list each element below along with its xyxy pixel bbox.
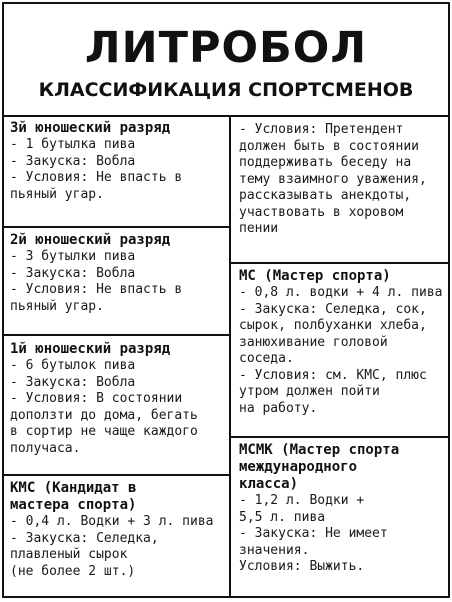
rank-line: Условия: Выжить.	[239, 559, 365, 574]
section-divider	[4, 474, 229, 476]
rank-line: тему взаимного уважения,	[239, 171, 427, 187]
rank-line: 5,5 л. пива	[239, 509, 326, 525]
page-title: ЛИТРОБОЛ	[84, 23, 368, 73]
rank-line: получаса.	[10, 440, 81, 456]
section-divider	[4, 226, 229, 228]
rank-line: в сортир не чаще каждого	[10, 424, 198, 439]
rank-line: плавленый сырок	[10, 547, 128, 562]
rank-line: занюхивание головой	[239, 334, 388, 350]
rank-msmk	[233, 442, 448, 576]
rank-title: международного	[239, 459, 358, 475]
rank-3-junior	[4, 120, 229, 203]
rank-line: сырок, полбуханки хлеба,	[239, 318, 427, 333]
rank-line: - Условия: Претендент	[239, 122, 404, 137]
rank-title: 2й юношеский разряд	[10, 232, 171, 248]
rank-line: - Условия: В состоянии	[10, 391, 183, 406]
rank-line: - 3 бутылки пива	[10, 249, 136, 264]
rank-line: - 0,8 л. водки + 4 л. пива	[239, 285, 443, 300]
section-divider	[4, 334, 229, 336]
rank-line: - 6 бутылок пива	[10, 358, 136, 373]
rank-line: - Закуска: Селедка,	[10, 530, 159, 546]
kms-conditions	[233, 122, 448, 238]
rank-title: МС (Мастер спорта)	[239, 268, 391, 284]
rank-line: на работу.	[239, 400, 318, 416]
rank-line: участвовать в хоровом	[239, 204, 404, 220]
rank-title: МСМК (Мастер спорта	[239, 442, 400, 458]
rank-2-junior	[4, 232, 229, 315]
section-divider	[231, 262, 448, 264]
poster	[2, 2, 450, 598]
rank-line: - Закуска: Вобла	[10, 265, 136, 281]
rank-line: доползти до дома, бегать	[10, 407, 198, 423]
rank-kms	[4, 480, 229, 580]
rank-1-junior	[4, 341, 229, 457]
section-divider	[231, 436, 448, 438]
rank-line: должен быть в состоянии	[239, 138, 420, 154]
rank-line: (не более 2 шт.)	[10, 563, 136, 579]
rank-line: соседа.	[239, 351, 294, 366]
rank-line: - Условия: Не впасть в	[10, 170, 183, 185]
column-divider	[229, 117, 231, 598]
header	[4, 4, 448, 117]
rank-line: - Условия: Не впасть в	[10, 282, 183, 297]
rank-ms	[233, 268, 448, 417]
rank-line: - 1,2 л. Водки +	[239, 493, 365, 508]
rank-title: мастера спорта)	[10, 497, 137, 513]
rank-line: пьяный угар.	[10, 186, 104, 202]
rank-line: - 1 бутылка пива	[10, 137, 136, 152]
rank-line: - 0,4 л. Водки + 3 л. пива	[10, 514, 214, 529]
rank-title: 3й юношеский разряд	[10, 120, 171, 136]
rank-line: - Закуска: Вобла	[10, 153, 136, 169]
rank-line: пьяный угар.	[10, 298, 104, 314]
rank-line: - Закуска: Вобла	[10, 374, 136, 390]
rank-title: КМС (Кандидат в	[10, 480, 137, 496]
rank-title: класса)	[239, 476, 299, 492]
rank-line: поддерживать беседу на	[239, 155, 412, 170]
page-subtitle: КЛАССИФИКАЦИЯ СПОРТСМЕНОВ	[38, 79, 414, 101]
rank-title: 1й юношеский разряд	[10, 341, 171, 357]
rank-line: - Закуска: Не имеет	[239, 526, 388, 541]
rank-line: значения.	[239, 542, 310, 558]
rank-line: утром должен пойти	[239, 384, 380, 399]
rank-line: - Условия: см. КМС, плюс	[239, 367, 427, 383]
rank-line: пении	[239, 221, 279, 236]
rank-line: - Закуска: Селедка, сок,	[239, 301, 427, 317]
rank-line: рассказывать анекдоты,	[239, 188, 412, 203]
